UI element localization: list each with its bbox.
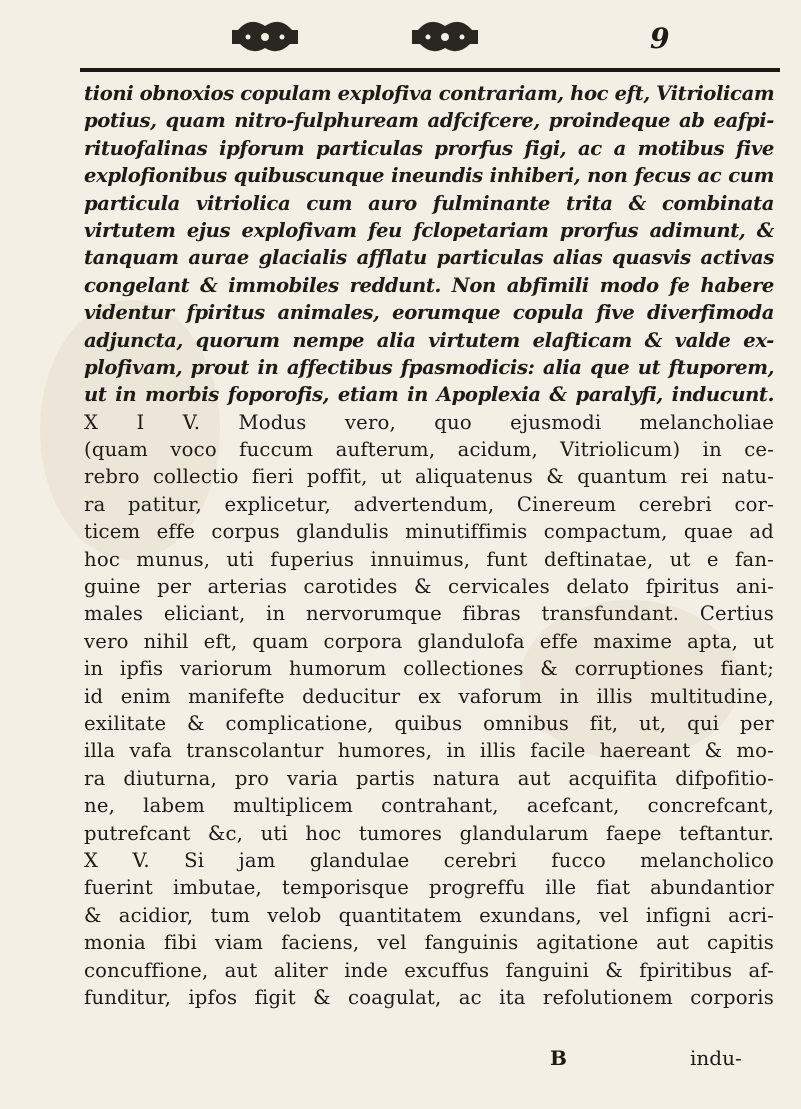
text-line: ut in morbis foporofis, etiam in Apoplexia & paralyfi, inducunt. — [84, 383, 774, 407]
ornament-icon — [230, 16, 300, 56]
header-rule — [80, 68, 780, 72]
text-line: guine per arterias carotides & cervicales delato fpiritus ani- — [84, 575, 774, 599]
ornament-icon — [410, 16, 480, 56]
text-line: funditur, ipfos figit & coagulat, ac ita refolutionem corporis — [84, 985, 774, 1009]
text-line: X I V. Modus vero, quo ejusmodi melancholiae — [84, 410, 774, 434]
printer-ornament-right — [410, 16, 480, 56]
text-line: plofivam, prout in affectibus fpasmodicis: alia que ut ftuporem, — [84, 355, 774, 379]
text-line: in ipfis variorum humorum collectiones & corruptiones fiant; — [84, 657, 774, 681]
text-line: potius, quam nitro-fulphuream adfcifcere, proindeque ab eafpi- — [84, 109, 774, 133]
text-line: id enim manifefte deducitur ex vaforum in illis multitudine, — [84, 684, 774, 708]
text-line: tanquam aurae glacialis afflatu particulas alias quasvis activas — [84, 246, 774, 270]
text-line: fuerint imbutae, temporisque progreffu ille fiat abundantior — [84, 876, 774, 900]
text-line: exilitate & complicatione, quibus omnibus fit, ut, qui per — [84, 711, 774, 735]
text-line: rebro collectio fieri poffit, ut aliquatenus & quantum rei natu- — [84, 465, 774, 489]
text-line: males eliciant, in nervorumque fibras transfundant. Certius — [84, 602, 774, 626]
body-text — [84, 80, 774, 1011]
page-header — [80, 14, 770, 74]
printer-ornament-left — [230, 16, 300, 56]
text-line: ra patitur, explicetur, advertendum, Cinereum cerebri cor- — [84, 492, 774, 516]
text-line: virtutem ejus explofivam feu fclopetariam prorfus adimunt, & — [84, 218, 774, 242]
text-line: ra diuturna, pro varia partis natura aut acquifita difpofitio- — [84, 766, 774, 790]
text-line: adjuncta, quorum nempe alia virtutem elafticam & valde ex- — [84, 328, 774, 352]
text-line: videntur fpiritus animales, eorumque copula five diverfimoda — [84, 301, 774, 325]
text-line: & acidior, tum velob quantitatem exundans, vel infigni acri- — [84, 903, 774, 927]
text-line: explofionibus quibuscunque ineundis inhiberi, non fecus ac cum — [84, 164, 774, 188]
catchword: indu- — [690, 1046, 742, 1070]
text-line: (quam voco fuccum aufterum, acidum, Vitriolicum) in ce- — [84, 438, 774, 462]
text-line: congelant & immobiles reddunt. Non abfimili modo fe habere — [84, 273, 774, 297]
text-line: ne, labem multiplicem contrahant, acefcant, concrefcant, — [84, 794, 774, 818]
text-line: rituofalinas ipforum particulas prorfus figi, ac a motibus five — [84, 136, 774, 160]
text-line: putrefcant &c, uti hoc tumores glandularum faepe teftantur. — [84, 821, 774, 845]
text-line: X V. Si jam glandulae cerebri fucco melancholico — [84, 848, 774, 872]
signature-mark: B — [550, 1046, 567, 1070]
text-line: hoc munus, uti fuperius innuimus, funt deftinatae, ut e fan- — [84, 547, 774, 571]
text-line: concuffione, aut aliter inde excuffus fanguini & fpiritibus af- — [84, 958, 774, 982]
text-line: particula vitriolica cum auro fulminante trita & combinata — [84, 191, 774, 215]
text-line: vero nihil eft, quam corpora glandulofa effe maxime apta, ut — [84, 629, 774, 653]
text-line: monia fibi viam faciens, vel fanguinis agitatione aut capitis — [84, 931, 774, 955]
page-number: 9 — [650, 22, 670, 55]
text-line: tioni obnoxios copulam explofiva contrariam, hoc eft, Vitriolicam — [84, 82, 774, 105]
text-line: illa vafa transcolantur humores, in illis facile haereant & mo- — [84, 739, 774, 763]
text-line: ticem effe corpus glandulis minutiffimis compactum, quae ad — [84, 520, 774, 544]
